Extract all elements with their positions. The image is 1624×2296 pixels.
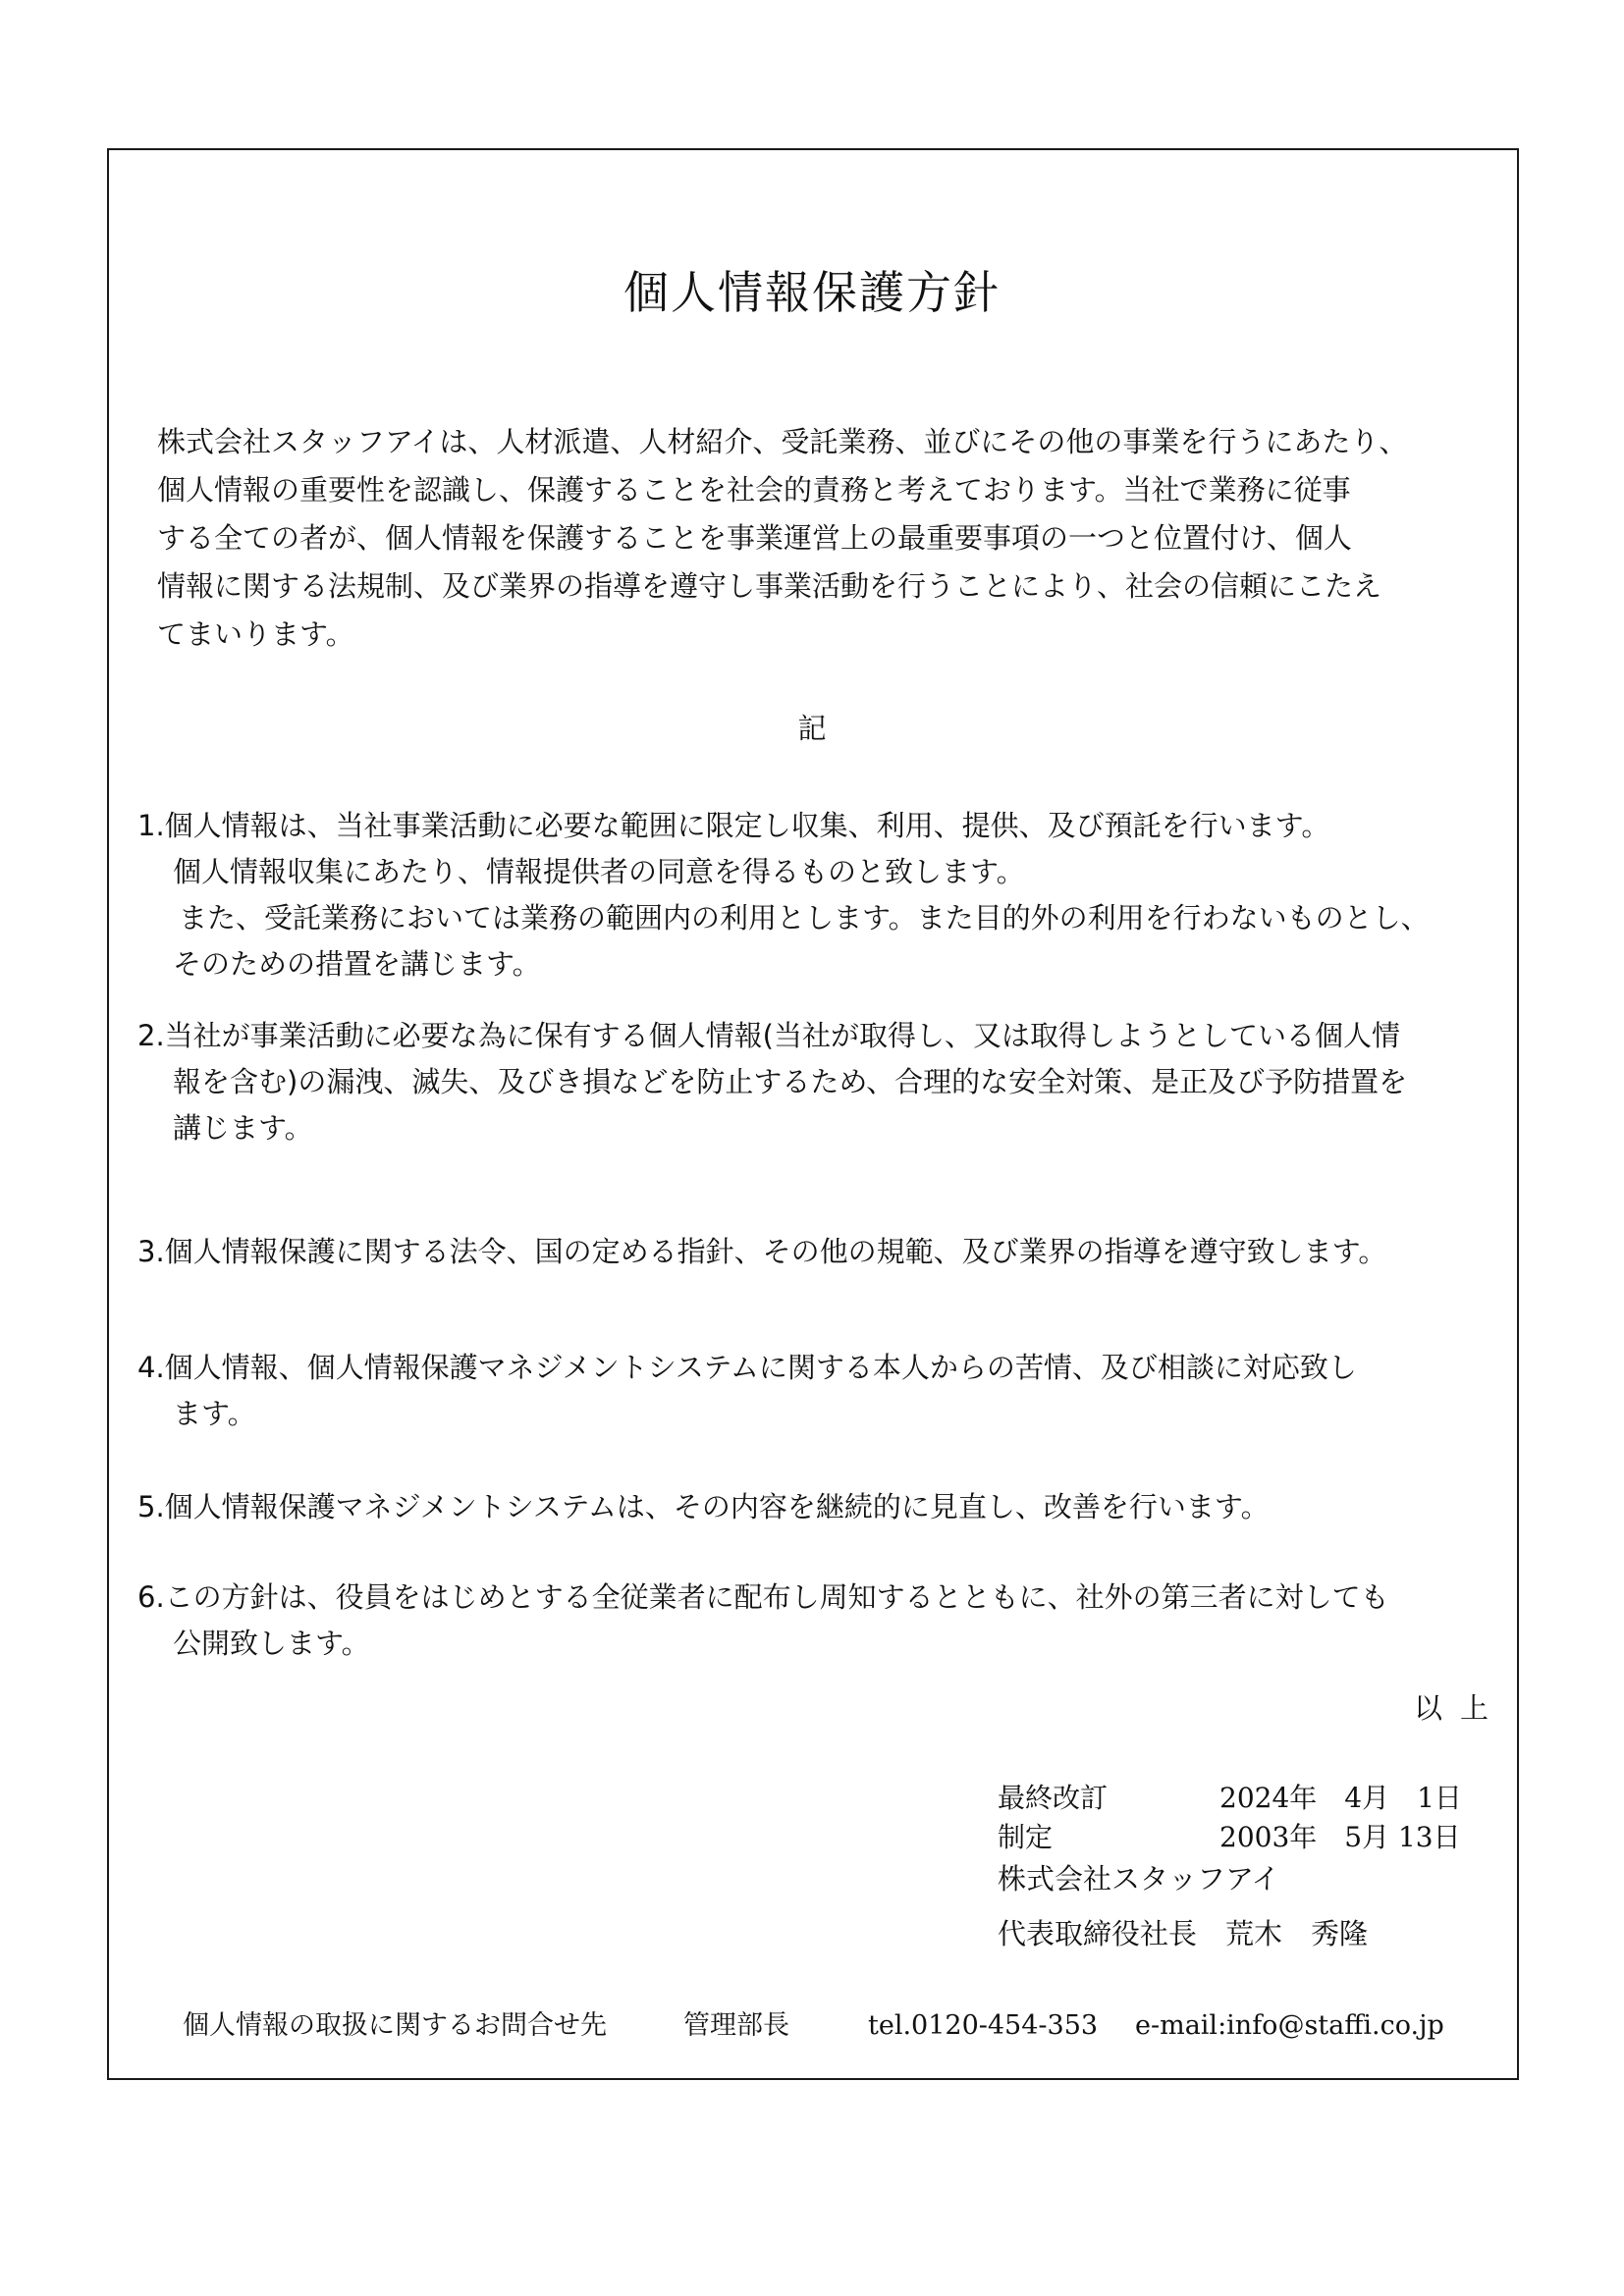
policy-item-4 (137, 1345, 1357, 1437)
last-revised-date: 2024年 4月 1日 (1219, 1782, 1462, 1814)
policy-item-line: 個人情報収集にあたり、情報提供者の同意を得るものと致します。 (173, 855, 1025, 888)
policy-item-line: 5.個人情報保護マネジメントシステムは、その内容を継続的に見直し、改善を行います。 (137, 1490, 1270, 1523)
policy-item-line: 講じます。 (173, 1111, 313, 1145)
policy-item-6 (137, 1575, 1389, 1667)
policy-item-line: 3.個人情報保護に関する法令、国の定める指針、その他の規範、及び業界の指導を遵守致します。 (137, 1235, 1387, 1268)
policy-item-line: 2.当社が事業活動に必要な為に保有する個人情報(当社が取得し、又は取得しようとしている個人情 (137, 1019, 1400, 1052)
established-label: 制定 (998, 1821, 1054, 1853)
policy-item-line: 1.個人情報は、当社事業活動に必要な範囲に限定し収集、利用、提供、及び預託を行います。 (137, 809, 1330, 842)
contact-label: 個人情報の取扱に関するお問合せ先 (183, 2010, 607, 2041)
policy-item-line: 6.この方針は、役員をはじめとする全従業者に配布し周知するとともに、社外の第三者に対しても (137, 1580, 1389, 1614)
closing-mark: 以上 (1414, 1691, 1507, 1725)
policy-item-5 (137, 1484, 1270, 1530)
intro-paragraph (157, 418, 1407, 659)
ki-heading: 記 (797, 712, 827, 745)
contact-tel: tel.0120-454-353 (868, 2010, 1099, 2041)
policy-item-3 (137, 1229, 1386, 1275)
policy-item-line: 報を含む)の漏洩、滅失、及びき損などを防止するため、合理的な安全対策、是正及び予防措置を (173, 1065, 1408, 1098)
intro-line: 個人情報の重要性を認識し、保護することを社会的責務と考えております。当社で業務に従事 (157, 473, 1351, 507)
established-date: 2003年 5月 13日 (1219, 1821, 1461, 1853)
policy-item-1 (137, 803, 1430, 988)
company-name: 株式会社スタッフアイ (998, 1862, 1280, 1896)
policy-item-line: また、受託業務においては業務の範囲内の利用とします。また目的外の利用を行わないものとし、 (179, 901, 1430, 934)
representative-name: 代表取締役社長 荒木 秀隆 (998, 1917, 1369, 1950)
contact-department: 管理部長 (683, 2010, 789, 2041)
policy-item-line: 公開致します。 (173, 1627, 370, 1660)
contact-email: e-mail:info@staffi.co.jp (1135, 2010, 1444, 2041)
intro-line: 株式会社スタッフアイは、人材派遣、人材紹介、受託業務、並びにその他の事業を行うにあたり、 (157, 425, 1408, 458)
policy-item-line: ます。 (173, 1397, 256, 1430)
intro-line: 情報に関する法規制、及び業界の指導を遵守し事業活動を行うことにより、社会の信頼にこたえ (157, 569, 1382, 603)
intro-line: てまいります。 (157, 617, 354, 651)
policy-item-line: 4.個人情報、個人情報保護マネジメントシステムに関する本人からの苦情、及び相談に対応致し (137, 1351, 1357, 1384)
policy-item-2 (137, 1013, 1407, 1151)
intro-line: する全ての者が、個人情報を保護することを事業運営上の最重要事項の一つと位置付け、個人 (157, 521, 1352, 555)
policy-item-line: そのための措置を講じます。 (173, 947, 541, 981)
last-revised-label: 最終改訂 (998, 1782, 1109, 1814)
page-title: 個人情報保護方針 (623, 266, 1001, 319)
